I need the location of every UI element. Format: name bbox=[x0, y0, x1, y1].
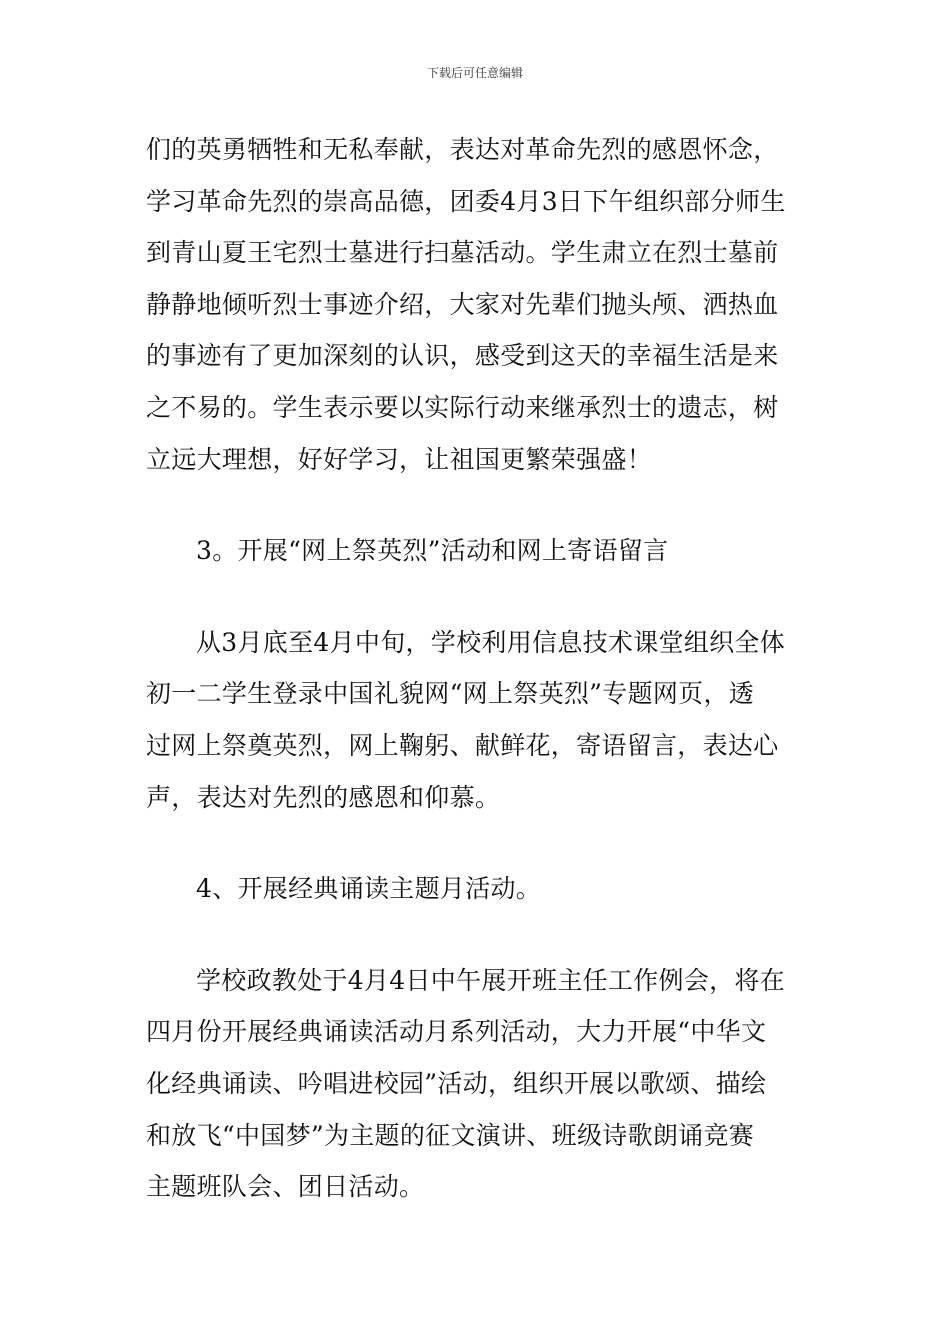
text-line: 初一二学生登录中国礼貌网“网上祭英烈”专题网页，透 bbox=[146, 679, 755, 709]
heading-line: 4、开展经典诵读主题月活动。 bbox=[196, 874, 542, 904]
text-line: 声，表达对先烈的感恩和仰慕。 bbox=[146, 782, 501, 812]
text-line: 学校政教处于4月4日中午展开班主任工作例会，将在 bbox=[196, 965, 786, 995]
document-body bbox=[146, 124, 816, 1213]
heading-line: 3。开展“网上祭英烈”活动和网上寄语留言 bbox=[196, 536, 669, 566]
text-line: 之不易的。学生表示要以实际行动来继承烈士的遗志，树 bbox=[146, 392, 779, 422]
paragraph-online-tribute bbox=[146, 617, 816, 823]
text-line: 的事迹有了更加深刻的认识，感受到这天的幸福生活是来 bbox=[146, 341, 779, 371]
text-line: 过网上祭奠英烈，网上鞠躬、献鲜花，寄语留言，表达心 bbox=[146, 730, 779, 760]
text-line: 主题班队会、团日活动。 bbox=[146, 1172, 425, 1202]
text-line: 到青山夏王宅烈士墓进行扫墓活动。学生肃立在烈士墓前 bbox=[146, 238, 779, 268]
paragraph-classics-reading bbox=[146, 955, 816, 1213]
text-line: 立远大理想，好好学习，让祖国更繁荣强盛！ bbox=[146, 444, 653, 474]
text-line: 和放飞“中国梦”为主题的征文演讲、班级诗歌朗诵竞赛 bbox=[146, 1120, 755, 1150]
text-line: 静静地倾听烈士事迹介绍，大家对先辈们抛头颅、洒热血 bbox=[146, 289, 779, 319]
text-line: 们的英勇牺牲和无私奉献，表达对革命先烈的感恩怀念， bbox=[146, 135, 779, 164]
text-line: 化经典诵读、吟唱进校园”活动，组织开展以歌颂、描绘 bbox=[146, 1068, 767, 1098]
section-heading-4 bbox=[146, 863, 816, 915]
paragraph-memorial-visit bbox=[146, 124, 816, 485]
page-header: 下载后可任意编辑 bbox=[426, 66, 523, 80]
text-line: 四月份开展经典诵读活动月系列活动，大力开展“中华文 bbox=[146, 1017, 767, 1047]
text-line: 学习革命先烈的崇高品德，团委4月3日下午组织部分师生 bbox=[146, 186, 786, 216]
section-heading-3 bbox=[146, 525, 816, 577]
text-line: 从3月底至4月中旬，学校利用信息技术课堂组织全体 bbox=[196, 627, 786, 657]
